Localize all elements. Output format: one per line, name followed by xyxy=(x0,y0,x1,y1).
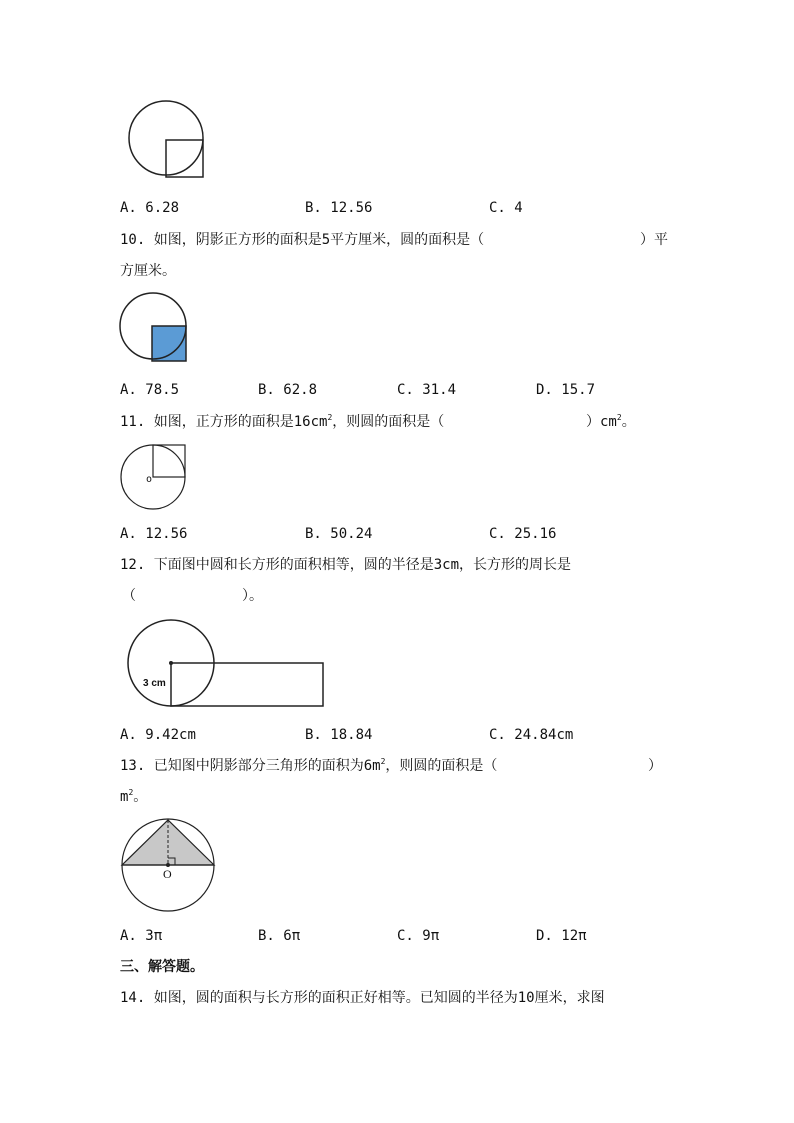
section-heading: 三、解答题。 xyxy=(120,959,204,975)
q10-option-b[interactable]: B. 62.8 xyxy=(258,382,318,398)
q12-center-dot xyxy=(169,661,173,665)
q13-paren-close: ） xyxy=(648,758,662,774)
q13-option-c[interactable]: C. 9π xyxy=(397,928,440,944)
q13-question-line1: 13. 已知图中阴影部分三角形的面积为$6m^2$，则圆的面积是（ xyxy=(120,757,498,774)
q12-question-line1: 12. 下面图中圆和长方形的面积相等，圆的半径是3cm，长方形的周长是 xyxy=(120,557,572,573)
q11-question: 11. 如图，正方形的面积是$16cm^2$，则圆的面积是（ xyxy=(120,413,445,430)
q10-figure xyxy=(118,291,192,365)
q12-radius-label: 3 cm xyxy=(143,678,166,689)
q12-option-a[interactable]: A. 9.42cm xyxy=(120,727,196,743)
q10-question-line1: 10. 如图，阴影正方形的面积是5平方厘米，圆的面积是（ xyxy=(120,232,485,248)
q9-option-a[interactable]: A. 6.28 xyxy=(120,200,180,216)
q12-figure xyxy=(126,618,328,710)
q11-option-b[interactable]: B. 50.24 xyxy=(305,526,373,542)
q13-option-b[interactable]: B. 6π xyxy=(258,928,301,944)
q13-center-label: O xyxy=(163,867,172,881)
q11-option-c[interactable]: C. 25.16 xyxy=(489,526,557,542)
q10-option-d[interactable]: D. 15.7 xyxy=(536,382,596,398)
q9-option-c[interactable]: C. 4 xyxy=(489,200,523,216)
q11-figure xyxy=(119,443,189,511)
q9-option-b[interactable]: B. 12.56 xyxy=(305,200,373,216)
q10-option-c[interactable]: C. 31.4 xyxy=(397,382,457,398)
q12-paren-close: ）。 xyxy=(242,588,263,604)
q12-option-c[interactable]: C. 24.84cm xyxy=(489,727,574,743)
q11-option-a[interactable]: A. 12.56 xyxy=(120,526,188,542)
q13-option-d[interactable]: D. 12π xyxy=(536,928,587,944)
q9-figure xyxy=(126,100,208,180)
q14-question-line1: 14. 如图，圆的面积与长方形的面积正好相等。已知圆的半径为10厘米，求图 xyxy=(120,990,605,1006)
q10-question-line2: 方厘米。 xyxy=(120,263,176,279)
q11-paren-close: ）$cm^2$。 xyxy=(586,413,636,430)
q10-option-a[interactable]: A. 78.5 xyxy=(120,382,180,398)
q12-option-b[interactable]: B. 18.84 xyxy=(305,727,373,743)
q12-paren-open: （ xyxy=(122,588,136,604)
q13-question-line2: $m^2$。 xyxy=(120,788,148,805)
q13-option-a[interactable]: A. 3π xyxy=(120,928,163,944)
q11-center-label: o xyxy=(146,474,153,485)
q10-paren-close: ）平 xyxy=(640,232,668,248)
